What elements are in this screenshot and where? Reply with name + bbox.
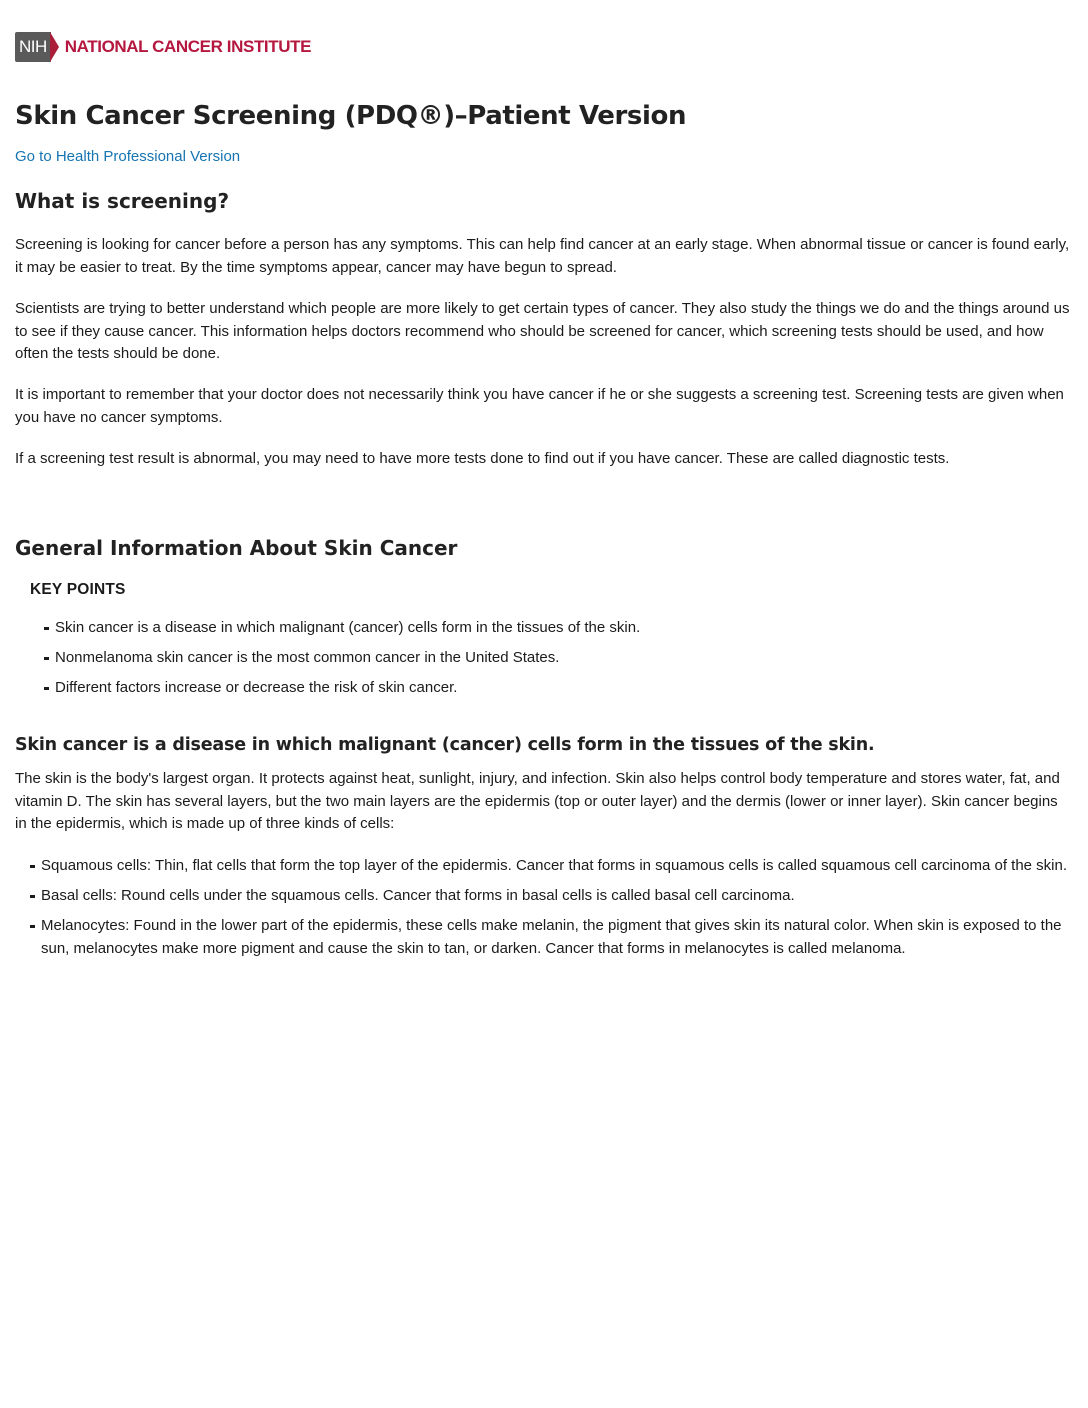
screening-paragraph-2: Scientists are trying to better understand which people are more likely to get certain types of cancer. They also study the things we do and the things around us to see if they cause cancer. This information helps doctors recommend who should be screened for cancer, which screening tests should be used, and how often the tests should be done.: [15, 300, 1070, 362]
chevron-right-icon: [50, 32, 59, 62]
health-professional-version-link[interactable]: Go to Health Professional Version: [15, 148, 241, 165]
key-points-title: KEY POINTS: [30, 581, 126, 598]
section-heading-general: General Information About Skin Cancer: [15, 536, 458, 560]
screening-paragraph-3: It is important to remember that your doctor does not necessarily think you have cancer if he or she suggests a screening test. Screening tests are given when you have no cancer symptoms.: [15, 386, 1064, 426]
screening-paragraph-1: Screening is looking for cancer before a person has any symptoms. This can help find cancer at an early stage. When abnormal tissue or cancer is found early, it may be easier to treat. By the time symptoms appear, cancer may have begun to spread.: [15, 236, 1070, 276]
nih-label: NIH: [15, 32, 51, 62]
list-item: Squamous cells: Thin, flat cells that form the top layer of the epidermis. Cancer that forms in squamous cells is called squamous cell carcinoma of the skin.: [29, 855, 1079, 878]
nci-logo[interactable]: [15, 32, 311, 62]
screening-paragraph-4: If a screening test result is abnormal, you may need to have more tests done to find out if you have cancer. These are called diagnostic tests.: [15, 450, 950, 467]
list-item: Melanocytes: Found in the lower part of the epidermis, these cells make melanin, the pigment that gives skin its natural color. When skin is exposed to the sun, melanocytes make more pigment and cause the skin to tan, or darken. Cancer that forms in melanocytes is called melanoma.: [29, 915, 1079, 960]
key-point-item[interactable]: Different factors increase or decrease the risk of skin cancer.: [43, 677, 640, 707]
subsection-heading-skin-cancer: Skin cancer is a disease in which malignant (cancer) cells form in the tissues of the skin.: [15, 735, 875, 755]
institute-name: NATIONAL CANCER INSTITUTE: [64, 37, 312, 56]
section-heading-screening: What is screening?: [15, 189, 230, 213]
key-points-list: [43, 617, 640, 707]
cell-types-list: [29, 855, 1079, 968]
key-point-item[interactable]: Skin cancer is a disease in which malignant (cancer) cells form in the tissues of the skin.: [43, 617, 640, 647]
key-point-item[interactable]: Nonmelanoma skin cancer is the most common cancer in the United States.: [43, 647, 640, 677]
nih-badge: [15, 32, 59, 62]
skin-paragraph: The skin is the body's largest organ. It protects against heat, sunlight, injury, and infection. Skin also helps control body temperature and stores water, fat, and vitamin D. The skin has several layers, but the two main layers are the epidermis (top or outer layer) and the dermis (lower or inner layer). Skin cancer begins in the epidermis, which is made up of three kinds of cells:: [15, 770, 1060, 832]
list-item: Basal cells: Round cells under the squamous cells. Cancer that forms in basal cells is called basal cell carcinoma.: [29, 885, 1079, 908]
page-title: Skin Cancer Screening (PDQ®)–Patient Version: [15, 101, 687, 131]
